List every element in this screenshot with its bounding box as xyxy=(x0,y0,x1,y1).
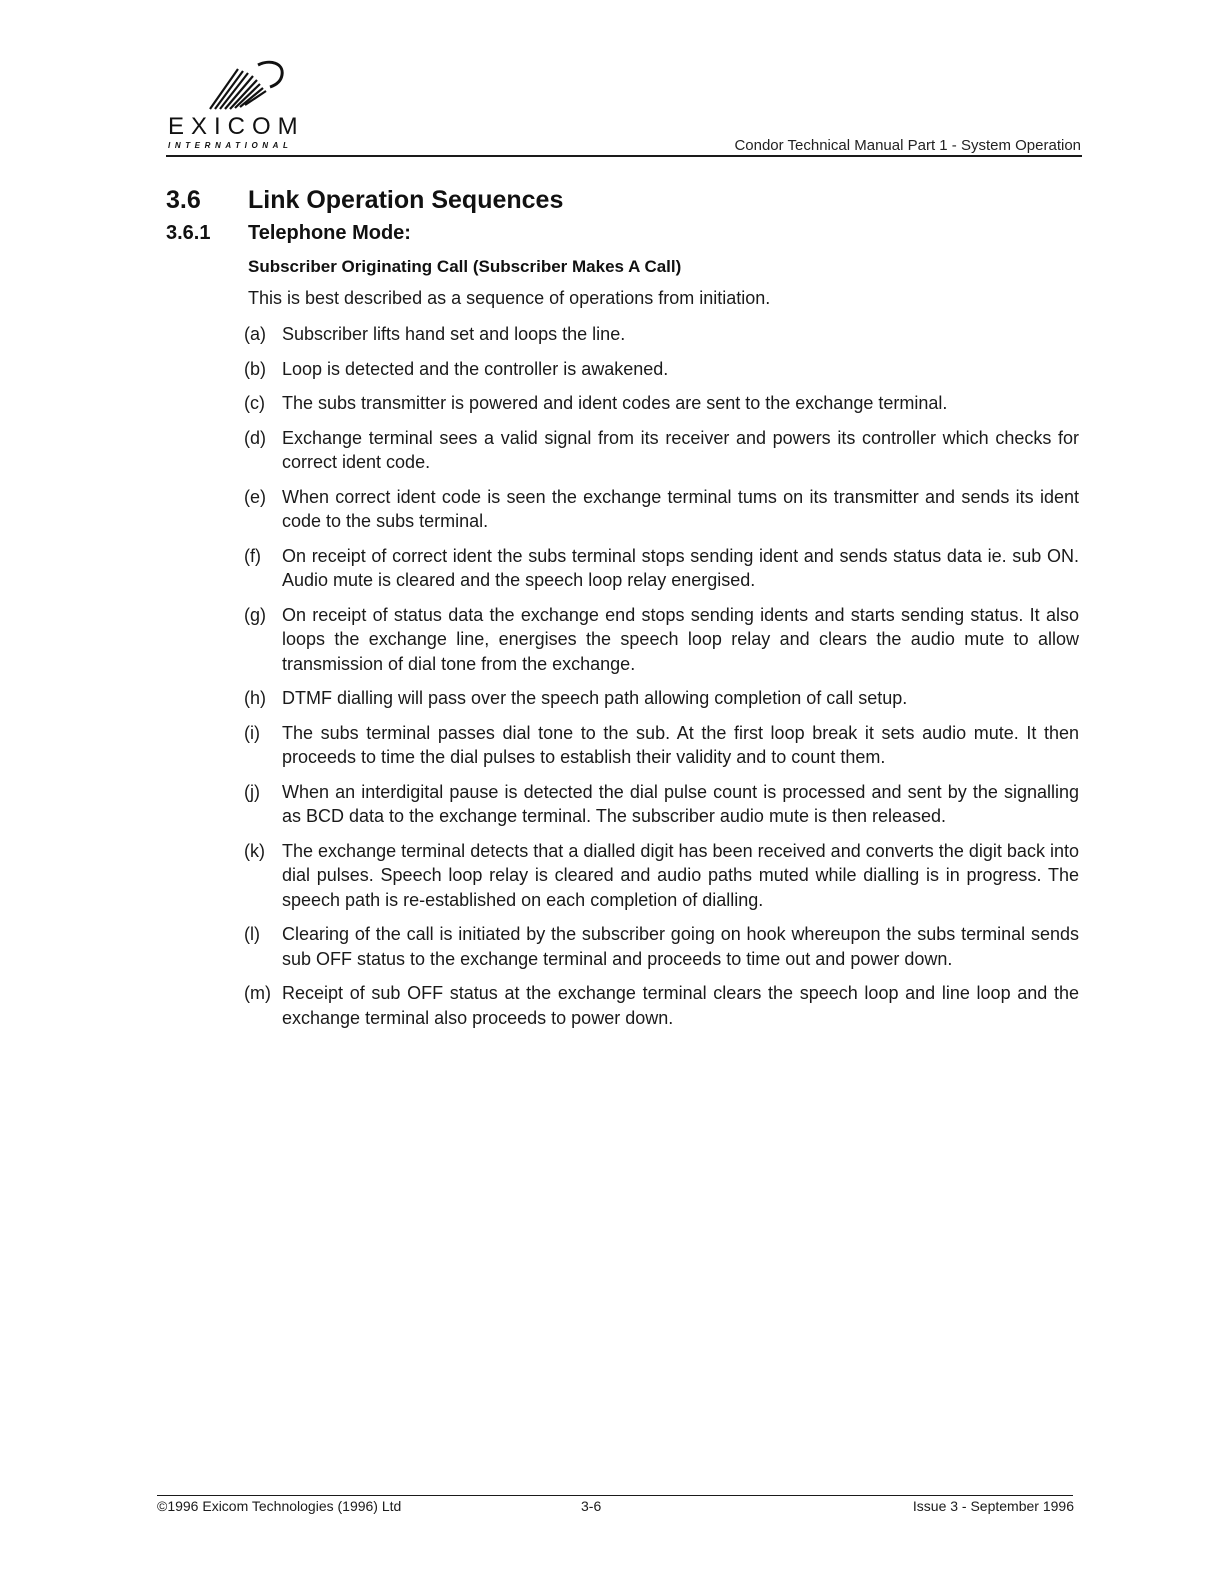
step-text: On receipt of status data the exchange end stops sending idents and starts sending status. It also loops the exchange line, energises the speech loop relay and clears the audio mute to allow transmission of dial tone from the exchange. xyxy=(282,604,1079,674)
header-divider xyxy=(166,155,1082,157)
footer-copyright: ©1996 Exicom Technologies (1996) Ltd xyxy=(157,1498,402,1514)
step-label: (j) xyxy=(244,781,260,802)
step-text: The exchange terminal detects that a dialled digit has been received and converts the digit back into dial pulses. Speech loop relay is cleared and audio paths muted while dialling is in progress. The speech path is re-established on each completion of dialling. xyxy=(282,840,1079,910)
step-label: (h) xyxy=(244,688,266,708)
step-label: (g) xyxy=(244,604,266,625)
step-text: Exchange terminal sees a valid signal from its receiver and powers its controller which checks for correct ident code. xyxy=(282,427,1079,472)
footer-issue: Issue 3 - September 1996 xyxy=(912,1498,1074,1514)
list-item xyxy=(244,686,1079,711)
step-text: When correct ident code is seen the exchange terminal tums on its transmitter and sends its ident code to the subs terminal. xyxy=(282,486,1079,531)
step-label: (c) xyxy=(244,393,265,413)
step-label: (a) xyxy=(244,324,266,344)
manual-title: Condor Technical Manual Part 1 - System Operation xyxy=(734,137,1081,154)
subsection-title: Telephone Mode: xyxy=(248,222,411,244)
list-item xyxy=(244,780,1079,829)
intro-paragraph: This is best described as a sequence of operations from initiation. xyxy=(248,288,771,308)
list-item xyxy=(244,391,1079,416)
subsection-number: 3.6.1 xyxy=(166,222,211,244)
footer-divider xyxy=(157,1495,1073,1496)
step-label: (e) xyxy=(244,486,266,507)
logo-wordmark: EXICOM xyxy=(168,113,305,140)
list-item xyxy=(244,544,1079,593)
exicom-logo-mark-icon xyxy=(166,55,296,115)
list-item xyxy=(244,426,1079,475)
list-item xyxy=(244,603,1079,677)
list-item xyxy=(244,839,1079,913)
list-item xyxy=(244,922,1079,971)
step-text: Clearing of the call is initiated by the subscriber going on hook whereupon the subs terminal sends sub OFF status to the exchange terminal and proceeds to time out and power down. xyxy=(282,924,1079,969)
footer-page-number: 3-6 xyxy=(581,1498,602,1514)
list-item xyxy=(244,357,1079,382)
logo-subtitle: INTERNATIONAL xyxy=(168,141,293,150)
step-text: DTMF dialling will pass over the speech path allowing completion of call setup. xyxy=(282,688,908,708)
step-label: (d) xyxy=(244,427,266,448)
section-title: Link Operation Sequences xyxy=(248,186,564,214)
step-text: When an interdigital pause is detected the dial pulse count is processed and sent by the signalling as BCD data to the exchange terminal. The subscriber audio mute is then released. xyxy=(282,781,1079,826)
step-label: (l) xyxy=(244,924,260,944)
operation-steps-list xyxy=(244,322,1079,1040)
step-label: (b) xyxy=(244,358,266,379)
step-label: (f) xyxy=(244,545,261,566)
step-text: Receipt of sub OFF status at the exchange terminal clears the speech loop and line loop and the exchange terminal also proceeds to power down. xyxy=(282,983,1079,1028)
exicom-logo xyxy=(166,55,326,153)
list-item xyxy=(244,981,1079,1030)
step-text: Subscriber lifts hand set and loops the line. xyxy=(282,324,626,344)
step-text: The subs transmitter is powered and ident codes are sent to the exchange terminal. xyxy=(282,393,948,413)
list-item xyxy=(244,721,1079,770)
list-item xyxy=(244,322,1079,347)
step-label: (i) xyxy=(244,722,260,743)
step-text: Loop is detected and the controller is awakened. xyxy=(282,358,669,379)
step-text: On receipt of correct ident the subs terminal stops sending ident and sends status data ie. sub ON. Audio mute is cleared and the speech loop relay energised. xyxy=(282,545,1079,590)
step-text: The subs terminal passes dial tone to the sub. At the first loop break it sets audio mute. It then proceeds to time the dial pulses to establish their validity and to count them. xyxy=(282,722,1079,767)
subheading: Subscriber Originating Call (Subscriber Makes A Call) xyxy=(248,257,682,276)
section-number: 3.6 xyxy=(166,186,201,214)
step-label: (m) xyxy=(244,983,271,1003)
step-label: (k) xyxy=(244,840,265,861)
list-item xyxy=(244,485,1079,534)
